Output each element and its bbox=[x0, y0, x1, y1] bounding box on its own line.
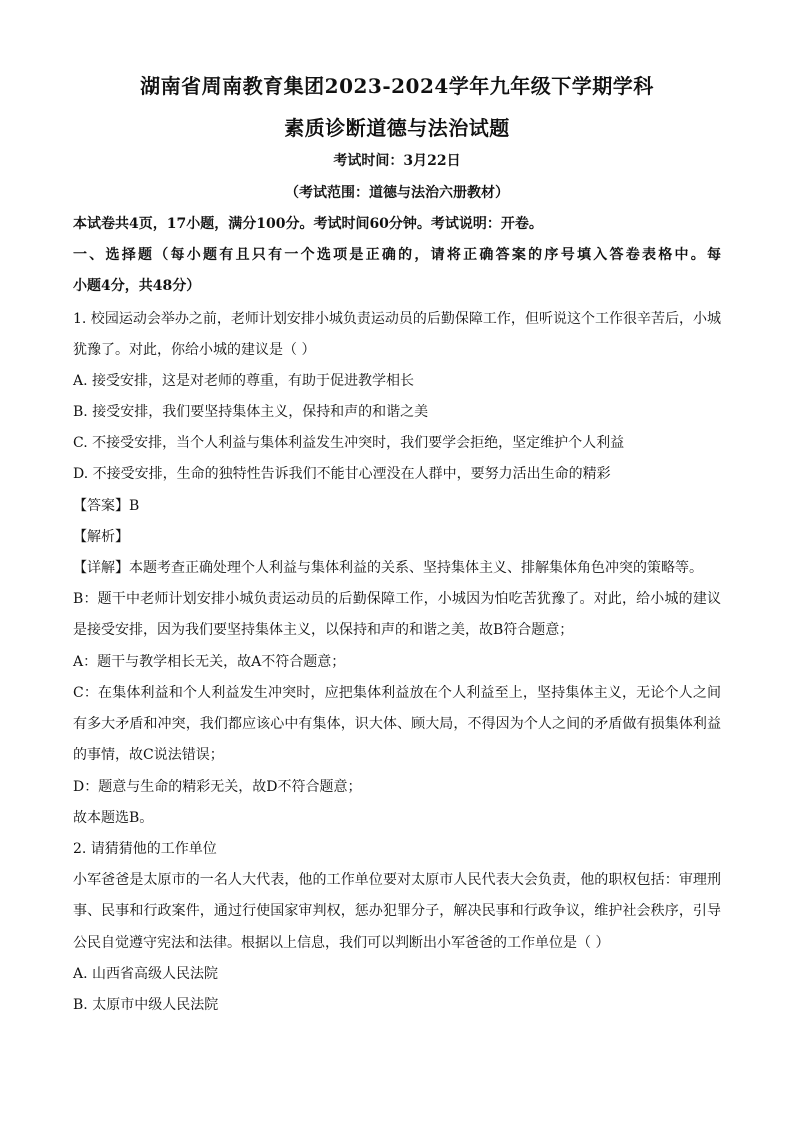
q1-explain-b-line1: B：题干中老师计划安排小城负责运动员的后勤保障工作，小城因为怕吃苦犹豫了。对此，给小城的建议 bbox=[73, 591, 721, 607]
document-title-line1: 湖南省周南教育集团2023-2024学年九年级下学期学科 bbox=[140, 74, 654, 98]
q1-option-a: A. 接受安排，这是对老师的尊重，有助于促进教学相长 bbox=[73, 373, 415, 389]
q2-option-a: A. 山西省高级人民法院 bbox=[73, 966, 219, 982]
q1-conclusion: 故本题选B。 bbox=[73, 810, 154, 826]
q1-option-d: D. 不接受安排，生命的独特性告诉我们不能甘心湮没在人群中，要努力活出生命的精彩 bbox=[73, 466, 611, 482]
q1-explain-c-line2: 有多大矛盾和冲突，我们都应该心中有集体，识大体、顾大局，不得因为个人之间的矛盾做有损集体利益 bbox=[73, 716, 721, 732]
q1-answer: 【答案】B bbox=[73, 498, 140, 514]
section-heading-line1: 一、选择题（每小题有且只有一个选项是正确的，请将正确答案的序号填入答卷表格中。每 bbox=[73, 247, 721, 263]
q1-explain-b-line2: 是接受安排，因为我们要坚持集体主义，以保持和声的和谐之美，故B符合题意； bbox=[73, 622, 574, 638]
q1-analysis-label: 【解析】 bbox=[73, 529, 129, 545]
q1-explain-c-line1: C：在集体利益和个人利益发生冲突时，应把集体利益放在个人利益至上，坚持集体主义，无论个人之间 bbox=[73, 685, 721, 701]
q1-explain-d: D：题意与生命的精彩无关，故D不符合题意； bbox=[73, 779, 362, 795]
q2-option-b: B. 太原市中级人民法院 bbox=[73, 997, 219, 1013]
exam-scope: （考试范围：道德与法治六册教材） bbox=[285, 185, 509, 201]
q1-stem-line1: 1. 校园运动会举办之前，老师计划安排小城负责运动员的后勤保障工作，但听说这个工作很辛苦后，小城 bbox=[73, 311, 721, 327]
q1-option-c: C. 不接受安排，当个人利益与集体利益发生冲突时，我们要学会拒绝，坚定维护个人利益 bbox=[73, 435, 625, 451]
q2-stem-line2: 事、民事和行政案件，通过行使国家审判权，惩办犯罪分子，解决民事和行政争议，维护社会秩序，引导 bbox=[73, 903, 721, 919]
q2-stem-line1: 小军爸爸是太原市的一名人大代表，他的工作单位要对太原市人民代表大会负责，他的职权包括：审理刑 bbox=[73, 872, 721, 888]
q1-explain-c-line3: 的事情，故C说法错误； bbox=[73, 747, 224, 763]
q1-detail: 【详解】本题考查正确处理个人利益与集体利益的关系、坚持集体主义、排解集体角色冲突的策略等。 bbox=[73, 560, 703, 576]
q2-title: 2. 请猜猜他的工作单位 bbox=[73, 841, 217, 857]
document-title-line2: 素质诊断道德与法治试题 bbox=[284, 116, 510, 140]
q1-stem-line2: 犹豫了。对此，你给小城的建议是（ ） bbox=[73, 342, 316, 358]
q1-explain-a: A：题干与教学相长无关，故A不符合题意； bbox=[73, 654, 346, 670]
q1-option-b: B. 接受安排，我们要坚持集体主义，保持和声的和谐之美 bbox=[73, 404, 429, 420]
exam-info: 本试卷共4页，17小题，满分100分。考试时间60分钟。考试说明：开卷。 bbox=[73, 216, 543, 232]
exam-time: 考试时间：3月22日 bbox=[333, 153, 461, 169]
section-heading-line2: 小题4分，共48分） bbox=[73, 278, 201, 294]
q2-stem-line3: 公民自觉遵守宪法和法律。根据以上信息，我们可以判断出小军爸爸的工作单位是（ ） bbox=[73, 935, 610, 951]
